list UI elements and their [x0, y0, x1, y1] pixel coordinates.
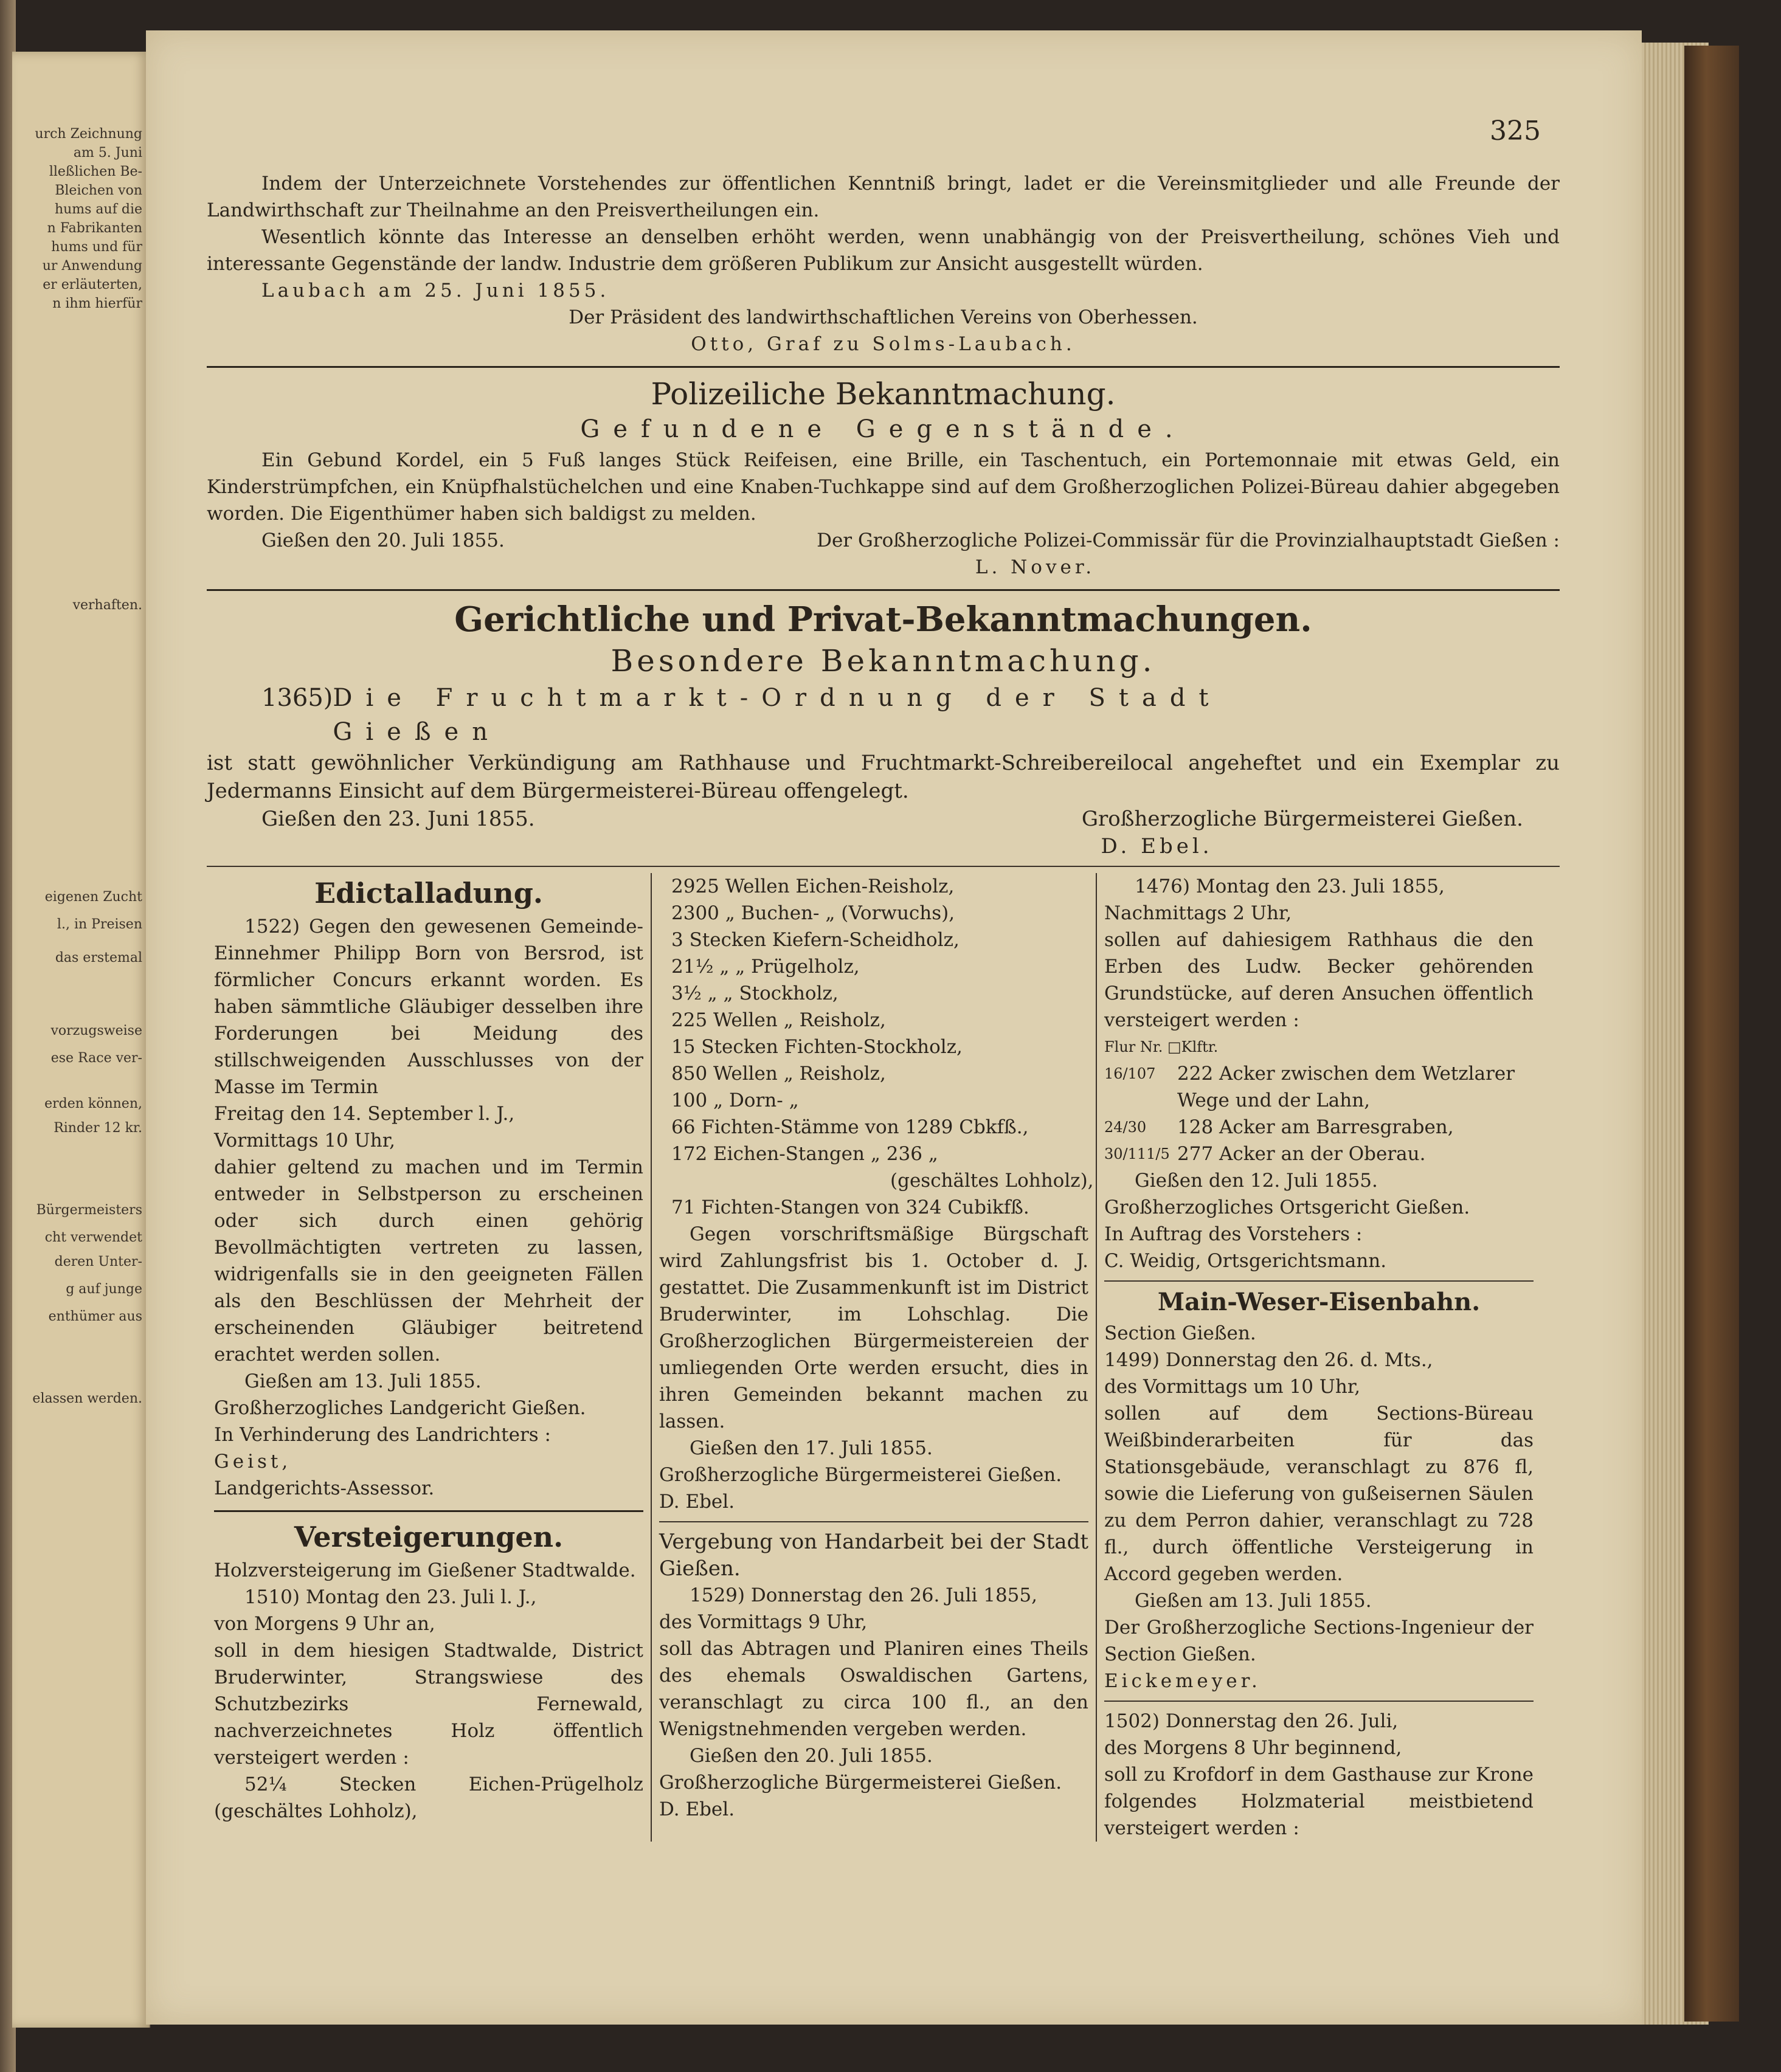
land-row: [1104, 1114, 1534, 1141]
wood-item: 225 Wellen „ Reisholz,: [671, 1009, 886, 1031]
court-heading-row: [207, 681, 1560, 749]
court-subtitle: Besondere Bekanntmachung.: [610, 643, 1156, 679]
wood-item: 66 Fichten-Stämme von 1289 Cbkfß.,: [671, 1116, 1029, 1138]
margin-fragment: hums und für: [51, 240, 142, 255]
intro-section: [207, 170, 1560, 357]
edictal-signature-2: In Verhinderung des Landrichters :: [214, 1424, 551, 1446]
divider: [1104, 1701, 1534, 1702]
divider: [207, 866, 1560, 867]
margin-fragment: g auf junge: [66, 1282, 142, 1297]
court-section: [207, 599, 1560, 860]
court-date-row: [207, 805, 1560, 833]
land-row-number: 30/111/5: [1104, 1145, 1170, 1162]
auction-text: soll in dem hiesigen Stadtwalde, District Bruderwinter, Strangswiese des Schutzbezirks Fernewald, nachverzeichnetes Holz öffentlich versteigert werden :: [214, 1640, 643, 1769]
wood-item: 850 Wellen „ Reisholz,: [671, 1063, 886, 1085]
land-row: [1104, 1060, 1534, 1114]
land-row-number: 24/30: [1104, 1119, 1147, 1136]
column-1: [207, 873, 651, 1842]
handwork-date: Gießen den 20. Juli 1855.: [690, 1745, 933, 1767]
margin-fragment: Bleichen von: [55, 183, 142, 198]
railway-signature-2: Eickemeyer.: [1104, 1670, 1261, 1692]
police-date-row: [207, 527, 1560, 554]
column-3: [1097, 873, 1541, 1842]
intro-signature-1: Der Präsident des landwirthschaftlichen Vereins von Oberhessen.: [569, 306, 1198, 328]
court-text: ist statt gewöhnlicher Verkündigung am Rathhause und Fruchtmarkt-Schreibereilocal angeheftet und ein Exemplar zu Jedermanns Einsicht auf dem Bürgermeisterei-Büreau offengelegt.: [207, 751, 1560, 803]
divider: [207, 589, 1560, 591]
edictal-term-1: Freitag den 14. September l. J.,: [214, 1103, 515, 1125]
divider: [214, 1510, 643, 1512]
edictal-title: Edictalladung.: [314, 877, 543, 910]
margin-fragment: hums auf die: [54, 202, 142, 217]
auction-title: Versteigerungen.: [294, 1521, 564, 1553]
margin-fragment: Rinder 12 kr.: [54, 1121, 142, 1136]
auction-item: 52¼ Stecken Eichen-Prügelholz (geschältes Lohholz),: [214, 1773, 643, 1822]
krofdorf-time: des Morgens 8 Uhr beginnend,: [1104, 1737, 1402, 1759]
railway-date: Gießen am 13. Juli 1855.: [1135, 1590, 1372, 1612]
land-table-header: Flur Nr. □Klftr.: [1104, 1038, 1219, 1055]
railway-signature-1: Der Großherzogliche Sections-Ingenieur der Section Gießen.: [1104, 1617, 1534, 1665]
wood-item: 71 Fichten-Stangen von 324 Cubikfß.: [671, 1197, 1029, 1218]
margin-fragment: n ihm hierfür: [52, 296, 142, 311]
left-page-edge: [12, 52, 150, 2028]
land-row: [1104, 1141, 1534, 1167]
railway-text: sollen auf dem Sections-Büreau Weißbinderarbeiten für das Stationsgebäude, veranschlagt zu 876 fl, sowie die Lieferung von gußeisernen Säulen zu dem Perron dahier, veranschlagt zu 728 fl., durch öffentliche Versteigerung in Accord gegeben werden.: [1104, 1403, 1534, 1585]
wood-item: 2925 Wellen Eichen-Reisholz,: [671, 875, 955, 897]
edictal-signature-4: Landgerichts-Assessor.: [214, 1477, 435, 1499]
handwork-title: Vergebung von Handarbeit bei der Stadt Gießen.: [659, 1530, 1088, 1581]
land-auction-time: Nachmittags 2 Uhr,: [1104, 902, 1292, 924]
land-signature-1: Großherzogliches Ortsgericht Gießen.: [1104, 1197, 1470, 1218]
margin-fragment: ese Race ver-: [50, 1051, 142, 1066]
wood-item: 172 Eichen-Stangen „ 236 „: [671, 1143, 938, 1165]
margin-fragment: l., in Preisen: [57, 917, 142, 932]
margin-fragment: ur Anwendung: [42, 258, 142, 274]
wood-text: Gegen vorschriftsmäßige Bürgschaft wird Zahlungsfrist bis 1. October d. J. gestattet. Die Zusammenkunft ist im District Bruderwinter, im Lohschlag. Die Großherzoglichen Bürgermeistereien der umliegenden Orte werden ersucht, dies in ihren Gemeinden bekannt machen zu lassen.: [659, 1223, 1088, 1432]
railway-time: des Vormittags um 10 Uhr,: [1104, 1376, 1361, 1398]
land-table: [1104, 1060, 1534, 1167]
handwork-number: 1529) Donnerstag den 26. Juli 1855,: [690, 1584, 1037, 1606]
court-title: Gerichtliche und Privat-Bekanntmachungen.: [454, 599, 1312, 640]
wood-item: (geschältes Lohholz),: [890, 1170, 1094, 1192]
police-signature-2: L. Nover.: [975, 556, 1096, 578]
margin-fragment: das erstemal: [55, 950, 142, 965]
railway-subtitle: Section Gießen.: [1104, 1322, 1256, 1344]
krofdorf-text: soll zu Krofdorf in dem Gasthause zur Krone folgendes Holzmaterial meistbietend versteigert werden :: [1104, 1764, 1534, 1839]
police-subtitle: Gefundene Gegenstände.: [580, 415, 1186, 443]
handwork-signature-2: D. Ebel.: [659, 1798, 735, 1820]
column-2: [652, 873, 1096, 1842]
page-content: [207, 109, 1560, 1842]
krofdorf-number: 1502) Donnerstag den 26. Juli,: [1104, 1710, 1399, 1732]
margin-fragment: urch Zeichnung: [35, 126, 142, 142]
book-cover-edge: [1684, 46, 1739, 2022]
police-title: Polizeiliche Bekanntmachung.: [651, 376, 1116, 412]
margin-fragment: am 5. Juni: [73, 145, 142, 161]
land-auction-text: sollen auf dahiesigem Rathhaus die den Erben des Ludw. Becker gehörenden Grundstücke, auf deren Ansuchen öffentlich versteigert werden :: [1104, 929, 1534, 1031]
court-heading: Die Fruchtmarkt-Ordnung der Stadt Gießen: [333, 684, 1222, 746]
land-row-text: 128 Acker am Barresgraben,: [1177, 1116, 1454, 1138]
court-date: Gießen den 23. Juni 1855.: [261, 807, 535, 831]
police-date: Gießen den 20. Juli 1855.: [261, 530, 505, 551]
edictal-term-2: Vormittags 10 Uhr,: [214, 1130, 395, 1152]
land-row-number: 16/107: [1104, 1065, 1156, 1082]
divider: [207, 366, 1560, 368]
margin-fragment: elassen werden.: [32, 1391, 142, 1406]
edictal-text-2: dahier geltend zu machen und im Termin entweder in Selbstperson zu erscheinen oder sich durch einen gehörig Bevollmächtigten vertreten zu lassen, widrigenfalls sie in den geeigneten Fällen als den Beschlüssen der Mehrheit der erscheinenden Gläubiger beitretend erachtet werden sollen.: [214, 1156, 643, 1366]
margin-fragment: Bürgermeisters: [36, 1203, 142, 1218]
land-auction-number: 1476) Montag den 23. Juli 1855,: [1135, 875, 1445, 897]
railway-number: 1499) Donnerstag den 26. d. Mts.,: [1104, 1349, 1433, 1371]
intro-paragraph-2: Wesentlich könnte das Interesse an denselben erhöht werden, wenn unabhängig von der Preisvertheilung, schönes Vieh und interessante Gegenstände der landw. Industrie dem größeren Publikum zur Ansicht ausgestellt würden.: [207, 226, 1560, 275]
margin-fragment: eigenen Zucht: [44, 889, 142, 905]
wood-item: 3½ „ „ Stockholz,: [671, 982, 839, 1004]
land-signature-2: In Auftrag des Vorstehers :: [1104, 1223, 1363, 1245]
three-column-area: [207, 873, 1560, 1842]
edictal-signature-3: Geist,: [214, 1451, 292, 1473]
margin-fragment: er erläuterten,: [43, 277, 142, 292]
wood-list: [659, 873, 1094, 1221]
margin-fragment: erden können,: [44, 1096, 142, 1111]
margin-fragment: n Fabrikanten: [47, 221, 142, 236]
divider: [659, 1521, 1088, 1522]
wood-signature-1: Großherzogliche Bürgermeisterei Gießen.: [659, 1464, 1062, 1486]
railway-title: Main-Weser-Eisenbahn.: [1157, 1288, 1481, 1316]
land-row-text: 222 Acker zwischen dem Wetzlarer Wege und der Lahn,: [1177, 1063, 1515, 1111]
page-number: 325: [1490, 116, 1541, 147]
wood-item: 21½ „ „ Prügelholz,: [671, 956, 860, 978]
wood-item: 15 Stecken Fichten-Stockholz,: [671, 1036, 963, 1058]
land-row-text: 277 Acker an der Oberau.: [1177, 1143, 1426, 1165]
wood-signature-2: D. Ebel.: [659, 1491, 735, 1513]
divider: [1104, 1280, 1534, 1282]
intro-date: Laubach am 25. Juni 1855.: [261, 280, 610, 302]
wood-item: 3 Stecken Kiefern-Scheidholz,: [671, 929, 960, 951]
auction-time: von Morgens 9 Uhr an,: [214, 1613, 435, 1635]
court-signature-1: Großherzogliche Bürgermeisterei Gießen.: [1081, 807, 1523, 831]
auction-subtitle: Holzversteigerung im Gießener Stadtwalde.: [214, 1559, 636, 1581]
wood-item: 100 „ Dorn- „: [671, 1090, 799, 1111]
police-signature-1: Der Großherzogliche Polizei-Commissär für die Provinzialhauptstadt Gießen :: [817, 530, 1560, 551]
land-date: Gießen den 12. Juli 1855.: [1135, 1170, 1378, 1192]
margin-fragment: vorzugsweise: [50, 1023, 142, 1038]
handwork-time: des Vormittags 9 Uhr,: [659, 1611, 868, 1633]
margin-fragment: enthümer aus: [48, 1309, 142, 1324]
police-section: [207, 376, 1560, 581]
intro-signature-2: Otto, Graf zu Solms-Laubach.: [691, 333, 1076, 355]
intro-paragraph-1: Indem der Unterzeichnete Vorstehendes zur öffentlichen Kenntniß bringt, ladet er die Vereinsmitglieder und alle Freunde der Landwirthschaft zur Theilnahme an den Preisvertheilungen ein.: [207, 173, 1560, 221]
margin-fragment: cht verwendet: [44, 1230, 142, 1245]
police-text: Ein Gebund Kordel, ein 5 Fuß langes Stück Reifeisen, eine Brille, ein Taschentuch, ein Portemonnaie mit etwas Geld, ein Kinderstrümpfchen, ein Knüpfhalstüchelchen und eine Knaben-Tuchkappe sind auf dem Großherzoglichen Polizei-Büreau dahier abgegeben worden. Die Eigenthümer haben sich baldigst zu melden.: [207, 449, 1560, 525]
edictal-signature-1: Großherzogliches Landgericht Gießen.: [214, 1397, 586, 1419]
handwork-signature-1: Großherzogliche Bürgermeisterei Gießen.: [659, 1772, 1062, 1794]
margin-fragment: deren Unter-: [54, 1254, 142, 1269]
edictal-text: 1522) Gegen den gewesenen Gemeinde-Einnehmer Philipp Born von Bersrod, ist förmlicher Concurs erkannt worden. Es haben sämmtliche Gläubiger desselben ihre Forderungen bei Meidung des stillschweigenden Ausschlusses von der Masse im Termin: [214, 916, 643, 1098]
court-number: 1365): [261, 684, 333, 712]
auction-number: 1510) Montag den 23. Juli l. J.,: [244, 1586, 537, 1608]
margin-fragment: verhaften.: [72, 598, 142, 613]
land-signature-3: C. Weidig, Ortsgerichtsmann.: [1104, 1250, 1387, 1272]
edictal-date: Gießen am 13. Juli 1855.: [244, 1370, 482, 1392]
wood-date: Gießen den 17. Juli 1855.: [690, 1437, 933, 1459]
court-signature-2: D. Ebel.: [1101, 834, 1213, 858]
wood-item: 2300 „ Buchen- „ (Vorwuchs),: [671, 902, 955, 924]
margin-fragment: lleßlichen Be-: [49, 164, 142, 179]
handwork-text: soll das Abtragen und Planiren eines Theils des ehemals Oswaldischen Gartens, veranschlagt zu circa 100 fl., an den Wenigstnehmenden vergeben werden.: [659, 1638, 1088, 1740]
